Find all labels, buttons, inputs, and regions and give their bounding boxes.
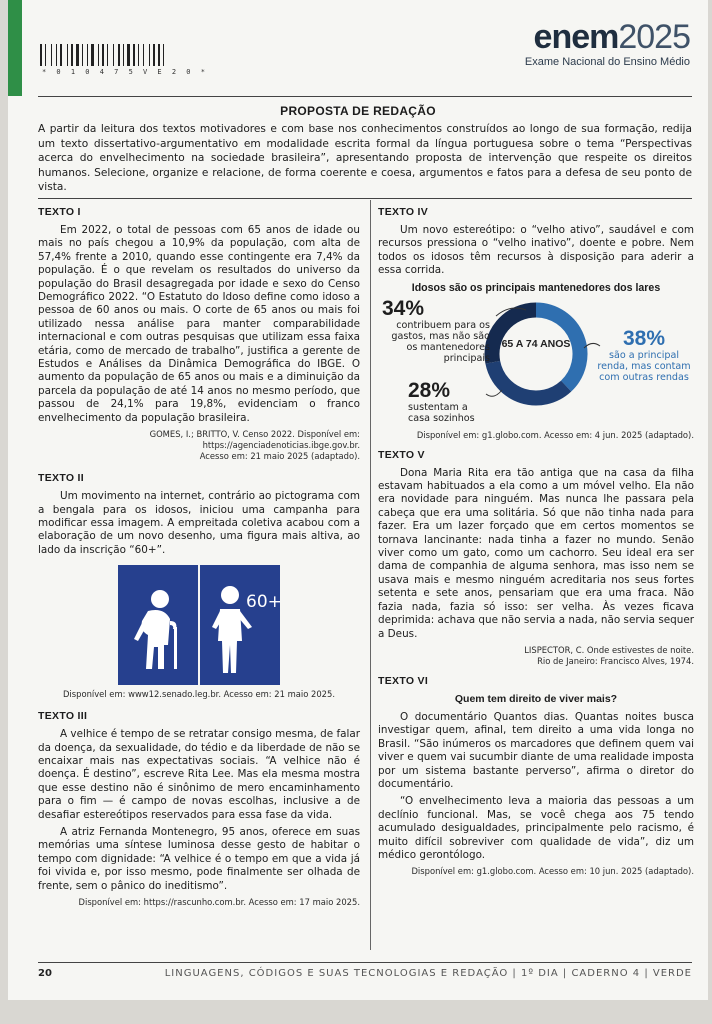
- barcode-bar: [51, 44, 52, 66]
- barcode-bar: [87, 44, 88, 66]
- barcode-bar: [76, 44, 79, 66]
- texto-5-heading: TEXTO V: [378, 448, 425, 461]
- barcode-bar: [151, 44, 152, 66]
- logo-year: 2025: [618, 18, 690, 56]
- barcode-bar: [123, 44, 124, 66]
- barcode-bar: [165, 44, 168, 66]
- column-divider: [370, 200, 371, 950]
- texto-5-source-line-1: LISPECTOR, C. Onde estivestes de noite.: [524, 644, 694, 655]
- intro-divider: [38, 198, 692, 199]
- barcode-bar: [63, 44, 66, 66]
- page-number: 20: [38, 968, 52, 979]
- texto-2-source: Disponível em: www12.senado.leg.br. Acesso em: 21 maio 2025.: [62, 689, 335, 700]
- barcode-bar: [43, 44, 44, 66]
- barcode-bar: [58, 44, 59, 66]
- slice-28-description: sustentam a casa sozinhos: [408, 401, 475, 424]
- slice-34-stat: [382, 298, 490, 364]
- texto-5-source: [378, 645, 694, 667]
- slice-28-value: 28%: [408, 378, 451, 402]
- logo-word: enem: [533, 18, 619, 56]
- slice-34-description: contribuem para os gastos, mas não são os mantenedores principais: [391, 319, 490, 364]
- barcode-bar: [107, 44, 108, 66]
- proposal-text: A partir da leitura dos textos motivadores e com base nos conhecimentos construídos ao longo de sua formação, redija um texto dissertativo-argumentativo em modalidade escrita formal da língua portuguesa sobre o tema “Perspectivas acerca do envelhecimento na sociedade brasileira”, apresentando proposta de intervenção que respeite os direitos humanos. Selecione, organize e relacione, de forma coerente e coesa, argumentos e fatos para a defesa de seu ponto de vista.: [38, 123, 692, 194]
- barcode-bar: [84, 44, 86, 66]
- barcode-bar: [40, 44, 42, 66]
- barcode-bar: [158, 44, 160, 66]
- barcode-bar: [118, 44, 120, 66]
- barcode-bar: [95, 44, 97, 66]
- barcode-bar: [121, 44, 122, 66]
- proposal-title: PROPOSTA DE REDAÇÃO: [280, 104, 436, 118]
- barcode: [40, 44, 196, 66]
- texto-1-source-line-2: https://agenciadenoticias.ibge.gov.br.: [202, 440, 360, 451]
- texto-6-paragraph-2: “O envelhecimento leva a maioria das pessoas a um declínio funcional. Mas, se você chega aos 75 tendo acumulado desigualdades, principalmente pelo racismo, é muito difícil sobreviver com qualidade de vida”, diz um médico gerontólogo.: [378, 795, 694, 861]
- barcode-bar: [115, 44, 117, 66]
- texto-4-source: Disponível em: g1.globo.com. Acesso em: 4 jun. 2025 (adaptado).: [416, 429, 694, 440]
- barcode-bar: [105, 44, 106, 66]
- texto-6-source: Disponível em: g1.globo.com. Acesso em: 10 jun. 2025 (adaptado).: [411, 866, 694, 877]
- barcode-bar: [138, 44, 139, 66]
- slice-38-stat: [594, 328, 694, 383]
- texto-1-heading: TEXTO I: [38, 206, 81, 218]
- upright-person-icon: [200, 565, 280, 685]
- barcode-bar: [149, 44, 150, 66]
- right-column: [378, 202, 694, 881]
- barcode-bar: [100, 44, 101, 66]
- barcode-bar: [102, 44, 104, 66]
- texto-3-heading: TEXTO III: [38, 710, 88, 723]
- texto-6-heading: TEXTO VI: [378, 674, 429, 687]
- texto-3-paragraph-2: A atriz Fernanda Montenegro, 95 anos, oferece em suas memórias uma síntese luminosa desse gesto de habitar o tempo com dignidade: “A velhice é o tempo em que a vida já foi vivida e, por isso mesmo, pode finalmente ser olhada de frente, sem o pânico do ineditismo”.: [38, 825, 360, 892]
- footer-divider: [38, 962, 692, 963]
- green-color-tab: [8, 0, 22, 96]
- barcode-bar: [53, 44, 55, 66]
- slice-28-stat: [408, 380, 490, 424]
- texto-1-body: Em 2022, o total de pessoas com 65 anos de idade ou mais no país chegou a 10,9% da população, com alta de 57,4% frente a 2010, quando esse contingente era 7,4% da população. É o que revelam os resultados do universo da população do Brasil desagregada por idade e sexo do Censo Demográfico 2022. “O Estatuto do Idoso define como idoso a pessoa de 60 anos ou mais. O corte de 65 anos ou mais foi utilizado nessa análise para manter comparabilidade internacional e com outras pesquisas que utilizam essa faixa etária, como de mercado de trabalho”, justifica a gerente de Estudos e Análises da Dinâmica Demográfica do IBGE. O aumento da população de 65 anos ou mais e a diminuição da parcela da população de até 14 anos no mesmo período, que passou de 24,1% para 19,8%, evidenciam o franco envelhecimento da população brasileira.: [38, 224, 360, 424]
- barcode-bar: [60, 44, 62, 66]
- texto-2-heading: TEXTO II: [38, 472, 84, 485]
- texto-3-paragraph-1: A velhice é tempo de se retratar consigo mesma, de falar da doença, da sexualidade, do tédio e da liberdade de não se encaixar mais nas expectativas sociais. “A velhice não é doença. É destino”, escreve Rita Lee. Mas ela mesma mostra que esse destino não é sinônimo de mero encaminhamento para o fim — é campo de novas escolhas, inclusive a de desafiar estereótipos reservados para essa fase da vida.: [38, 728, 360, 821]
- texto-4-body: Um novo estereótipo: o “velho ativo”, saudável e com recursos pressiona o “velho inativo”, doente e pobre. Nem todos os idosos têm recursos à disposição para aderir a essa corrida.: [378, 224, 694, 277]
- barcode-bar: [82, 44, 83, 66]
- barcode-bar: [143, 44, 144, 66]
- texto-3-source: Disponível em: https://rascunho.com.br. Acesso em: 17 maio 2025.: [78, 897, 360, 907]
- barcode-bar: [109, 44, 112, 66]
- texto-1-source-line-1: GOMES, I.; BRITTO, V. Censo 2022. Disponível em:: [149, 429, 360, 440]
- slice-38-value: 38%: [622, 326, 666, 350]
- footer-text: LINGUAGENS, CÓDIGOS E SUAS TECNOLOGIAS E REDAÇÃO | 1º DIA | CADERNO 4 | VERDE: [164, 968, 692, 979]
- texto-1-source-line-3: Acesso em: 21 maio 2025 (adaptado).: [199, 451, 360, 462]
- barcode-bar: [56, 44, 57, 66]
- texto-5-body: Dona Maria Rita era tão antiga que na casa da filha estavam habituados a ela como a um móvel velho. Ela não era novidade para ninguém. Mas nunca lhe passara pela cabeça que era uma solitária. Só que não tinha nada para fazer. Era um lazer forçado que em certos momentos se tornava lancinante: nada tinha a fazer no mundo. Senão viver como um gato, como um cachorro. Seu ideal era ser dama de companhia de alguma senhora, mas isso nem se usava mais e mesmo ninguém acreditaria nos seus fortes setenta e sete anos, pensariam que era uma fraca. Não fazia nada, fazia só isso: ser velha. Às vezes ficava deprimida: achava que não servia a nada, não servia sequer a Deus.: [378, 466, 694, 640]
- donut-slice-34: [493, 362, 566, 398]
- barcode-bar: [47, 44, 50, 66]
- barcode-bar: [145, 44, 148, 66]
- barcode-bar: [161, 44, 162, 66]
- texto-1-source: [38, 429, 360, 462]
- barcode-bar: [69, 44, 70, 66]
- texto-4-heading: TEXTO IV: [378, 206, 429, 218]
- barcode-bar: [140, 44, 142, 66]
- donut-slice-28: [492, 310, 536, 362]
- texto-2-body: Um movimento na internet, contrário ao pictograma com a bengala para os idosos, iniciou uma campanha para modificar essa imagem. A empreitada coletiva acabou com a elaboração de um novo desenho, uma figura mais altiva, ao lado da inscrição “60+”.: [38, 490, 360, 556]
- barcode-bar: [71, 44, 73, 66]
- pictogram: [38, 565, 360, 685]
- texto-5-source-line-2: Rio de Janeiro: Francisco Alves, 1974.: [537, 655, 694, 666]
- barcode-bar: [91, 44, 94, 66]
- barcode-bar: [74, 44, 75, 66]
- barcode-bar: [98, 44, 99, 66]
- barcode-bar: [45, 44, 46, 66]
- barcode-bar: [127, 44, 130, 66]
- barcode-bar: [163, 44, 164, 66]
- barcode-bar: [67, 44, 68, 66]
- chart-title: Idosos são os principais mantenedores dos lares: [411, 281, 661, 294]
- texto-6-paragraph-1: O documentário Quantos dias. Quantas noites busca investigar quem, afinal, tem direito a uma vida longa no Brasil. “São inúmeros os marcadores que definem quem vai viver e quem vai sucumbir diante de uma realidade imposta por um sistema bastante perverso”, afirma o diretor do documentário.: [378, 710, 694, 790]
- slice-34-value: 34%: [382, 296, 425, 320]
- barcode-bar: [131, 44, 132, 66]
- barcode-bar: [125, 44, 126, 66]
- barcode-bar: [136, 44, 137, 66]
- donut-center-label: 65 A 74 ANOS: [501, 337, 571, 350]
- barcode-bar: [133, 44, 135, 66]
- elderly-cane-icon: [118, 565, 198, 685]
- barcode-number: * 0 1 0 4 7 5 V E 2 0 *: [42, 68, 208, 76]
- header-divider: [38, 96, 692, 97]
- texto-6-subtitle: Quem tem direito de viver mais?: [454, 692, 618, 705]
- barcode-bar: [89, 44, 90, 66]
- exam-page: [8, 0, 708, 1000]
- logo-subtitle: Exame Nacional do Ensino Médio: [524, 56, 690, 68]
- pictogram-label: 60+: [246, 592, 280, 613]
- enem-logo: [525, 20, 690, 68]
- barcode-bar: [113, 44, 114, 66]
- left-column: [38, 202, 360, 912]
- slice-38-description: são a principal renda, mas contam com outras rendas: [597, 349, 691, 383]
- barcode-bar: [156, 44, 157, 66]
- donut-chart: [378, 298, 694, 428]
- barcode-bar: [153, 44, 155, 66]
- barcode-bar: [80, 44, 81, 66]
